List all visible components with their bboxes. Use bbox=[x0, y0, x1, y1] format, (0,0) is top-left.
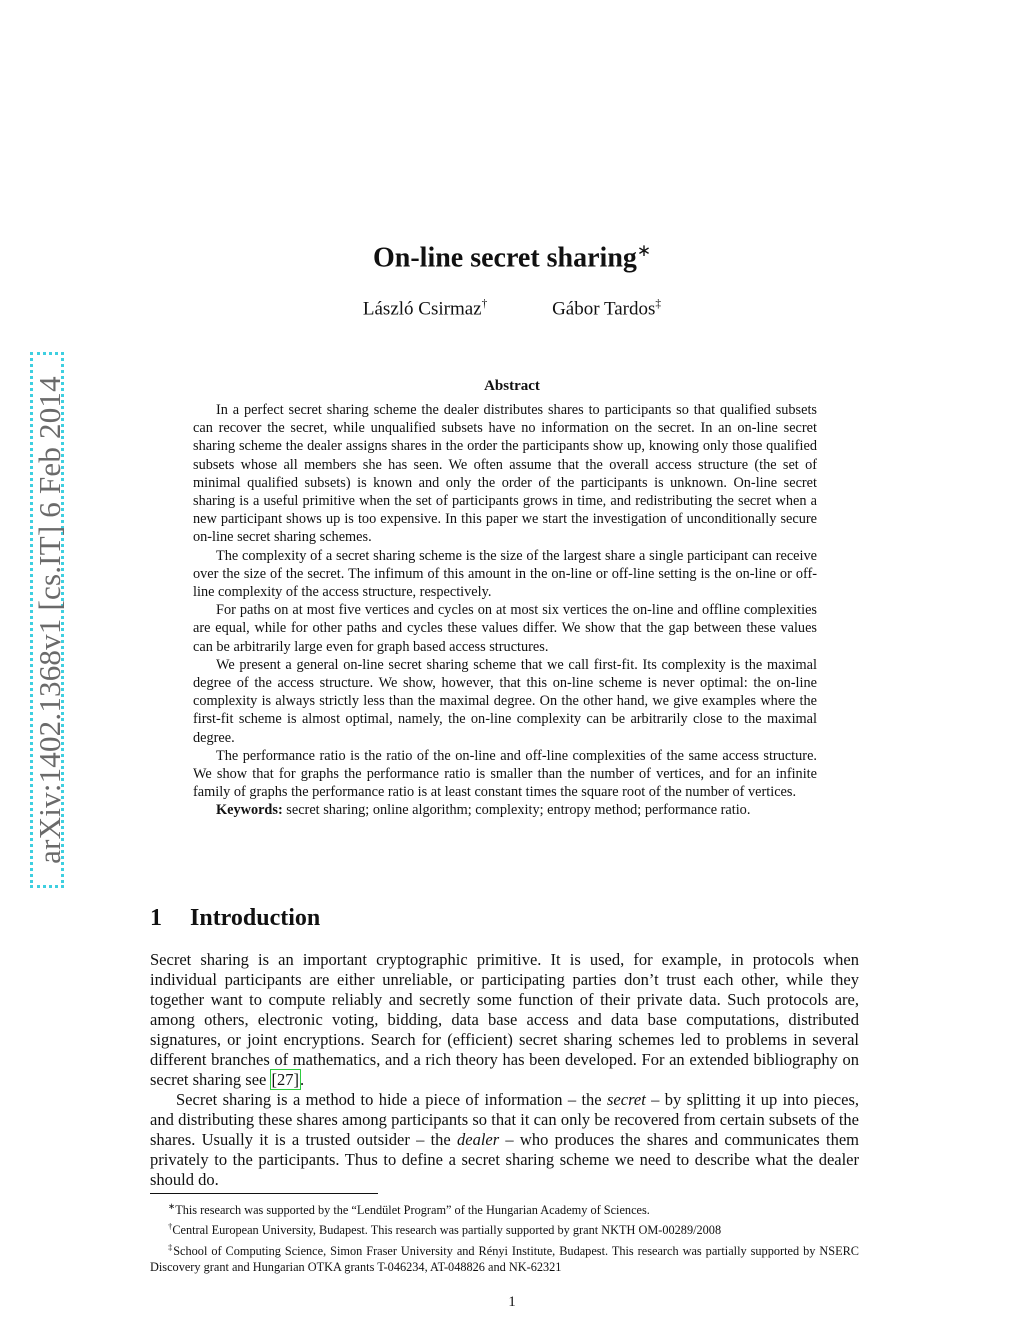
arxiv-sidebar bbox=[30, 350, 67, 890]
keywords bbox=[193, 801, 817, 819]
section-heading bbox=[150, 905, 860, 932]
introduction-body bbox=[150, 950, 859, 1190]
page-number: 1 bbox=[508, 1294, 516, 1310]
title-footnote-mark[interactable]: ∗ bbox=[636, 241, 651, 260]
footnote-1-text: This research was supported by the “Lendület Program” of the Hungarian Academy of Sciences. bbox=[175, 1203, 650, 1218]
paper-title bbox=[0, 240, 1024, 274]
intro-p1-end: . bbox=[300, 1070, 305, 1089]
keywords-label: Keywords: bbox=[216, 802, 283, 819]
abstract-paragraph-3: For paths on at most five vertices and cycles on at most six vertices the on-line and offline complexities are equal, while for other paths and cycles these values differ. We show that the gap between these values can be arbitrarily large even for graph based access structures. bbox=[193, 602, 817, 655]
abstract-heading: Abstract bbox=[484, 378, 540, 394]
citation-link[interactable]: [27] bbox=[271, 1070, 299, 1089]
footnote-3 bbox=[150, 1239, 859, 1276]
author-2-footnote-mark[interactable]: ‡ bbox=[655, 298, 662, 310]
intro-p2-b: – by splitting it up into pieces, and distributing these shares among participants so that it can only be recovered from certain subsets of the shares. Usually it is a trusted outsider – the bbox=[150, 1090, 859, 1149]
abstract-paragraph-4: We present a general on-line secret sharing scheme that we call first-fit. Its complexity is the maximal degree of the access structure. We show, however, that this on-line scheme is never optimal: the on-line complexity is always strictly less than the maximal degree. On the other hand, we give examples where the first-fit scheme is almost optimal, namely, the on-line complexity can be arbitrarily close to the maximal degree. bbox=[193, 656, 817, 746]
paper-title-text: On-line secret sharing bbox=[373, 242, 637, 274]
footnote-2-mark: † bbox=[168, 1221, 173, 1232]
footnote-1 bbox=[150, 1198, 859, 1218]
author-list bbox=[0, 298, 1024, 320]
abstract-paragraph-1: In a perfect secret sharing scheme the dealer distributes shares to participants so that qualified subsets can recover the secret, while unqualified subsets have no information on the secret. In an on-line secret sharing scheme the dealer assigns shares in the order the participants show up, knowing only those qualified subsets whose all members she has seen. We often assume that the overall access structure (the set of minimal qualified subsets) is known and only the order of the participants is unknown. On-line secret sharing is a useful primitive when the set of participants grows in time, and redistributing the secret when a new participant shows up is too expensive. In this paper we start the investigation of unconditionally secure on-line secret sharing schemes. bbox=[193, 402, 817, 546]
footnote-1-mark: ∗ bbox=[168, 1201, 176, 1211]
keywords-text: secret sharing; online algorithm; complexity; entropy method; performance ratio. bbox=[286, 802, 751, 819]
intro-p2-a: Secret sharing is a method to hide a piece of information – the bbox=[176, 1090, 607, 1109]
term-dealer: dealer bbox=[457, 1130, 500, 1149]
footnote-divider bbox=[150, 1193, 378, 1194]
author-1 bbox=[363, 298, 487, 320]
abstract-body bbox=[193, 401, 817, 820]
abstract-paragraph-5: The performance ratio is the ratio of the on-line and off-line complexities of the same access structure. We show that for graphs the performance ratio is smaller than the number of vertices, and for an infinite family of graphs the performance ratio is at least constant times the square root of the number of vertices. bbox=[193, 747, 817, 801]
footnote-2 bbox=[150, 1218, 859, 1238]
author-1-footnote-mark[interactable]: † bbox=[481, 298, 488, 310]
footnotes bbox=[150, 1198, 859, 1275]
intro-p2-c: – who produces the shares and communicates them privately to the participants. Thus to define a secret sharing scheme we need to describe what the dealer should do. bbox=[150, 1130, 859, 1189]
arxiv-identifier[interactable]: arXiv:1402.1368v1 [cs.IT] 6 Feb 2014 bbox=[30, 352, 64, 888]
term-secret: secret bbox=[607, 1090, 646, 1109]
footnote-3-mark: ‡ bbox=[168, 1241, 174, 1252]
intro-p1-text: Secret sharing is an important cryptographic primitive. It is used, for example, in protocols when individual participants are either unreliable, or participating parties don’t trust each other, while they together want to compute reliably and secretly some function of their private data. Such protocols are, among others, electronic voting, bidding, data base access and data base computations, distributed signatures, or joint encryptions. Search for (efficient) secret sharing schemes led to problems in several different branches of mathematics, and a rich theory has been developed. For an extended bibliography on secret sharing see bbox=[150, 950, 859, 1089]
author-2 bbox=[552, 298, 661, 320]
section-title: Introduction bbox=[190, 905, 321, 931]
abstract-paragraph-2: The complexity of a secret sharing scheme is the size of the largest share a single participant can receive over the size of the secret. The infimum of this amount in the on-line or off-line setting is the on-line or off-line complexity of the access structure, respectively. bbox=[193, 547, 817, 601]
author-1-name: László Csirmaz bbox=[362, 298, 482, 320]
author-2-name: Gábor Tardos bbox=[552, 298, 656, 320]
footnote-3-text: School of Computing Science, Simon Fraser University and Rényi Institute, Budapest. This research was partially supported by NSERC Discovery grant and Hungarian OTKA grants T-046234, AT-048826 and NK-62321 bbox=[150, 1243, 859, 1274]
section-number: 1 bbox=[150, 905, 162, 931]
intro-paragraph-2 bbox=[150, 1090, 859, 1190]
intro-paragraph-1 bbox=[150, 950, 859, 1090]
footnote-2-text: Central European University, Budapest. This research was partially supported by grant NKTH OM-00289/2008 bbox=[172, 1223, 722, 1238]
